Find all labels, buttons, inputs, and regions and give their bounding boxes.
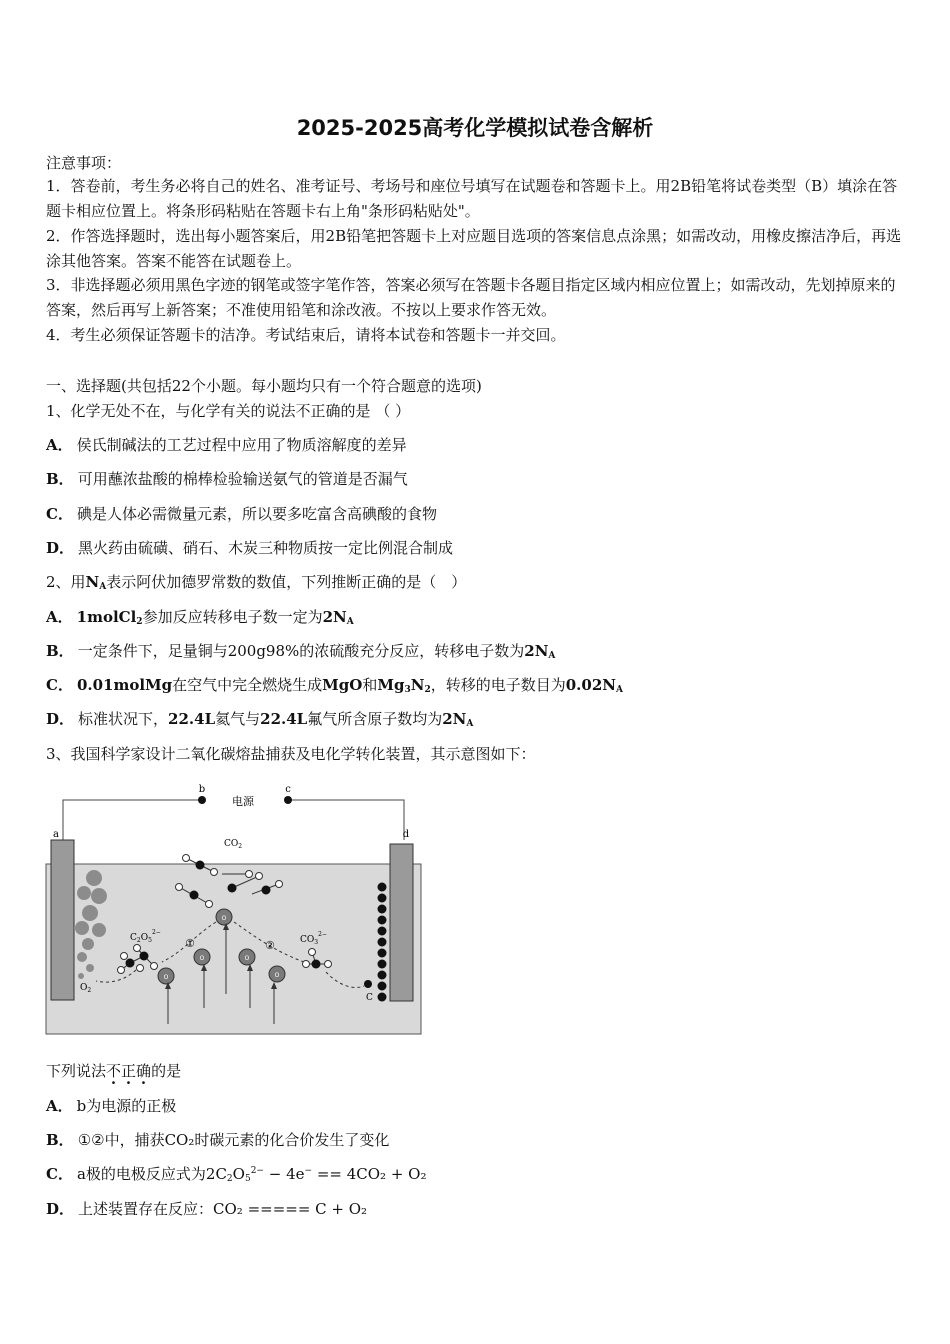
notice-item-4: 4．考生必须保证答题卡的洁净。考试结束后，请将本试卷和答题卡一并交回。: [46, 326, 566, 344]
step-2-label: ②: [265, 939, 275, 952]
q1-option-a: A． 侯氏制碱法的工艺过程中应用了物质溶解度的差异: [46, 436, 407, 454]
o2-label: $O_2$: [80, 983, 92, 994]
svg-text:O: O: [274, 972, 280, 979]
q3-stem: 3、我国科学家设计二氧化碳熔盐捕获及电化学转化装置，其示意图如下：: [46, 745, 536, 763]
electrode-a: [51, 840, 74, 1000]
q3-option-b: B． ①②中，捕获CO₂时碳元素的化合价发生了变化: [46, 1131, 390, 1149]
q2-option-c: C． 0.01molMg在空气中完全燃烧生成MgO和$Mg_3N_2$，转移的电子数目为$0.02N_A$: [46, 676, 623, 695]
electrolysis-diagram: [44, 776, 424, 1038]
notice-heading: 注意事项：: [46, 154, 122, 172]
q2-option-a: A． 1molCl$_2$参加反应转移电子数一定为$2N_A$: [46, 608, 354, 627]
q1-stem: 1、化学无处不在，与化学有关的说法不正确的是 （ ）: [46, 402, 411, 420]
c2o5-label: $C_2O_5^{2-}$: [130, 929, 161, 944]
q3-option-c: C． a极的电极反应式为$2C_2O_5^{2-} - 4e^- == 4CO_2 + O_2$: [46, 1165, 427, 1184]
label-b: b: [198, 784, 206, 795]
power-label: 电源: [232, 795, 254, 808]
q3-sub-stem: 下列说法不正确的是: [46, 1062, 182, 1080]
co2-label: $CO_2$: [224, 839, 243, 850]
notice-item-3: 3．非选择题必须用黑色字迹的钢笔或签字笔作答，答案必须写在答题卡各题目指定区域内相应位置上；如需改动，先划掉原来的答案，然后再写上新答案；不准使用铅笔和涂改液。不按以上要求作答无效。: [46, 276, 896, 319]
label-c: c: [285, 784, 291, 795]
q2-option-d: D． 标准状况下，22.4L氦气与22.4L氟气所含原子数均为$2N_A$: [46, 710, 474, 729]
notice-item-2: 2．作答选择题时，选出每小题答案后，用2B铅笔把答题卡上对应题目选项的答案信息点涂黑；如需改动，用橡皮擦洁净后，再选涂其他答案。答案不能答在试题卷上。: [46, 227, 902, 270]
carbon-deposit: [378, 883, 387, 1002]
label-d: d: [402, 829, 410, 840]
svg-text:O: O: [163, 974, 169, 981]
terminal-c: [284, 796, 292, 804]
q1-option-b: B． 可用蘸浓盐酸的棉棒检验输送氨气的管道是否漏气: [46, 470, 408, 488]
notice-item-1: 1．答卷前，考生务必将自己的姓名、准考证号、考场号和座位号填写在试题卷和答题卡上。用2B铅笔将试卷类型（B）填涂在答题卡相应位置上。将条形码粘贴在答题卡右上角"条形码粘贴处"。: [46, 177, 898, 220]
page-title: 2025-2025高考化学模拟试卷含解析: [296, 116, 654, 140]
label-a: a: [53, 829, 59, 840]
step-1-label: ①: [185, 937, 195, 950]
terminal-b: [198, 796, 206, 804]
q3-option-a: A． b为电源的正极: [46, 1097, 177, 1115]
section-heading: 一、选择题(共包括22个小题。每小题均只有一个符合题意的选项): [46, 377, 482, 395]
q3-option-d: D． 上述装置存在反应：CO₂ ===== C + O₂: [46, 1200, 368, 1218]
carbon-label: C: [366, 993, 373, 1003]
svg-text:O: O: [199, 955, 205, 962]
q1-option-d: D． 黑火药由硫磺、硝石、木炭三种物质按一定比例混合制成: [46, 539, 454, 557]
electrode-d: [390, 844, 413, 1001]
q2-option-b: B． 一定条件下，足量铜与200g98%的浓硫酸充分反应，转移电子数为$2N_A$: [46, 642, 556, 661]
svg-text:O: O: [221, 915, 227, 922]
svg-text:O: O: [244, 955, 250, 962]
q2-stem: 2、用$N_A$表示阿伏加德罗常数的数值，下列推断正确的是（ ）: [46, 573, 467, 592]
q1-option-c: C． 碘是人体必需微量元素，所以要多吃富含高碘酸的食物: [46, 505, 437, 523]
co3-label: $CO_3^{2-}$: [300, 931, 327, 946]
